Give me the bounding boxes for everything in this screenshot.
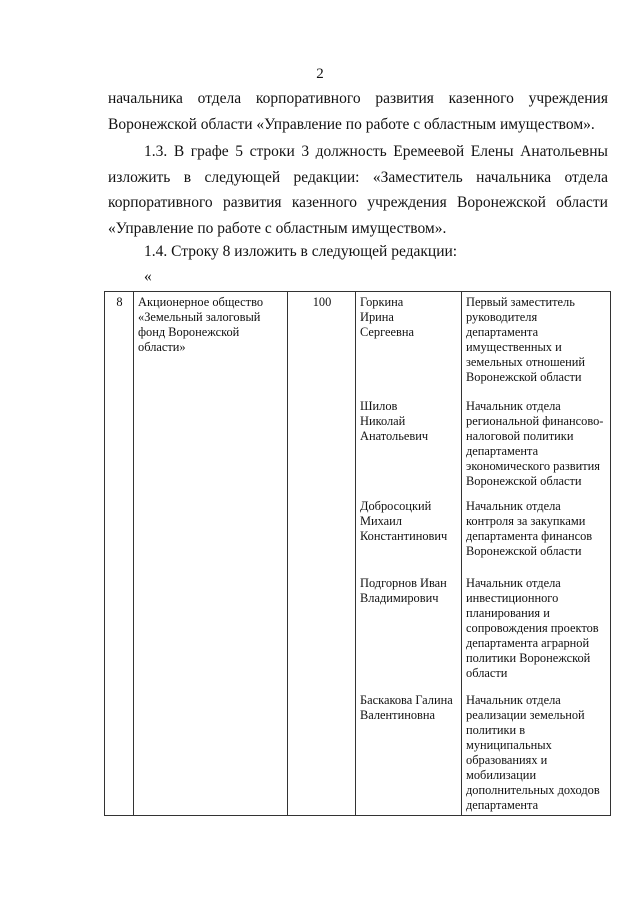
member-position-line: Начальник отдела: [466, 576, 561, 590]
word: 3: [301, 143, 310, 160]
member-position-line: реализации земельной: [466, 708, 585, 722]
member-name-line: Шилов: [360, 399, 398, 413]
word: учреждения: [367, 194, 447, 211]
word: казенного: [291, 194, 358, 211]
para2-line-2: [108, 169, 608, 195]
organization-line: фонд Воронежской: [138, 325, 240, 339]
word: следующей: [204, 168, 281, 186]
opening-quote: «: [144, 268, 152, 285]
organization-line: Акционерное общество: [138, 295, 264, 309]
member-position: [466, 693, 607, 813]
member-position-line: политики Воронежской: [466, 651, 591, 665]
member-position-line: образованиях и: [466, 753, 548, 767]
word: корпоративного: [255, 90, 361, 107]
word: В: [173, 143, 185, 160]
member-position: [466, 499, 607, 576]
member-name-line: Михаил: [360, 514, 402, 528]
paragraph-1-4: [108, 243, 608, 269]
member-name-line: Добросоцкий: [360, 499, 432, 513]
member-position: [466, 295, 607, 399]
member-name: [360, 399, 458, 499]
member-position: [466, 576, 607, 693]
member-name-line: Владимирович: [360, 591, 439, 605]
word: начальника: [476, 168, 552, 186]
positions-cell: [462, 292, 611, 816]
member-name-line: Горкина: [360, 295, 404, 309]
member-position-line: Воронежской области: [466, 544, 582, 558]
member-name-line: Сергеевна: [360, 325, 415, 339]
amendment-table: [104, 291, 611, 816]
word: отдела: [564, 168, 608, 186]
member-name-line: Анатольевич: [360, 429, 429, 443]
member-position-line: дополнительных доходов: [466, 783, 600, 797]
word: казенного: [448, 90, 514, 107]
member-name: [360, 295, 458, 399]
word: Елены: [470, 143, 514, 160]
member-position-line: Воронежской области: [466, 370, 582, 384]
row-number: 8: [116, 295, 123, 309]
member-position-line: Первый заместитель: [466, 295, 575, 309]
share-cell: [288, 292, 356, 816]
member-position-line: земельных отношений: [466, 355, 586, 369]
member-name-line: Константинович: [360, 529, 448, 543]
member-position-line: Начальник отдела: [466, 399, 561, 413]
organization-line: «Земельный залоговый: [138, 310, 261, 324]
member-name: [360, 576, 458, 693]
word: строки: [249, 143, 295, 160]
word: «Заместитель: [372, 168, 463, 186]
share-value: 100: [312, 295, 332, 309]
member-position-line: экономического развития: [466, 459, 600, 473]
member-position-line: планирования и: [466, 606, 550, 620]
member-position-line: контроля за закупками: [466, 514, 586, 528]
member-name: [360, 499, 458, 576]
member-position-line: департамента: [466, 325, 539, 339]
word: в: [183, 168, 192, 186]
member-name-line: Николай: [360, 414, 406, 428]
page-number: 2: [316, 66, 324, 82]
member-position-line: Начальник отдела: [466, 693, 561, 707]
member-position-line: политики в: [466, 723, 526, 737]
para1-line-2: Воронежской области «Управление по работе с областным имуществом».: [108, 115, 595, 133]
member-position-line: сопровождения проектов: [466, 621, 599, 635]
word: изложить: [108, 168, 171, 186]
member-position: [466, 399, 607, 499]
names-cell: [356, 292, 462, 816]
member-name-line: Подгорнов Иван: [360, 576, 447, 590]
word: Еремеевой: [393, 143, 465, 160]
member-name: [360, 693, 458, 813]
member-position-line: Воронежской области: [466, 474, 582, 488]
para1-line-1: [108, 90, 608, 116]
member-name-line: Баскакова Галина: [360, 693, 453, 707]
member-name-line: Валентиновна: [360, 708, 436, 722]
para2-line-1: [108, 143, 608, 169]
word: корпоративного: [108, 194, 213, 211]
word: Воронежской: [457, 194, 546, 211]
member-position-line: департамента финансов: [466, 529, 593, 543]
member-position-line: Начальник отдела: [466, 499, 561, 513]
member-position-line: налоговой политики: [466, 429, 574, 443]
word: области: [556, 194, 608, 211]
para3-line-1: 1.4. Строку 8 изложить в следующей редакции:: [144, 243, 458, 260]
member-position-line: руководителя: [466, 310, 538, 324]
word: развития: [375, 90, 434, 107]
word: 5: [235, 143, 243, 160]
word: начальника: [108, 90, 183, 107]
word: развития: [222, 194, 282, 211]
paragraph-1-3: [108, 143, 608, 245]
word: редакции:: [293, 168, 360, 186]
word: Анатольевны: [520, 143, 608, 160]
row-number-cell: [105, 292, 134, 816]
paragraph-continuation: [108, 90, 608, 141]
member-position-line: муниципальных: [466, 738, 552, 752]
member-name-line: Ирина: [360, 310, 394, 324]
word: учреждения: [528, 90, 608, 107]
word: должность: [315, 143, 387, 160]
member-position-line: мобилизации: [466, 768, 537, 782]
word: 1.3.: [144, 143, 168, 160]
organization-cell: [134, 292, 288, 816]
member-position-line: имущественных и: [466, 340, 562, 354]
member-position-line: департамента аграрной: [466, 636, 590, 650]
member-position-line: области: [466, 666, 508, 680]
word: отдела: [197, 90, 242, 107]
para2-line-3: [108, 194, 608, 220]
member-position-line: региональной финансово-: [466, 414, 604, 428]
organization-line: области»: [138, 340, 186, 354]
para2-line-4: «Управление по работе с областным имуществом».: [108, 219, 447, 237]
table-row: [105, 292, 611, 816]
member-position-line: департамента: [466, 444, 539, 458]
word: графе: [190, 143, 229, 160]
member-position-line: инвестиционного: [466, 591, 559, 605]
member-position-line: департамента: [466, 798, 539, 812]
